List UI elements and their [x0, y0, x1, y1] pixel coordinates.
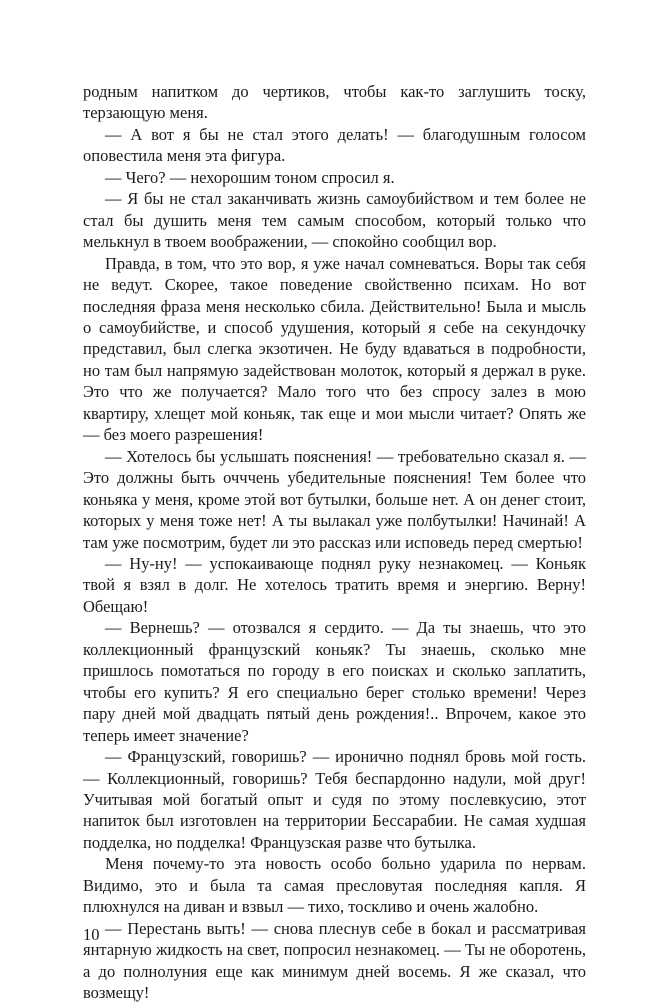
paragraph: — А вот я бы не стал этого делать! — благодушным голосом оповестила меня эта фигура.	[83, 124, 586, 166]
paragraph: — Хотелось бы услышать пояснения! — требовательно сказал я. — Это должны быть очччень убедительные пояснения! Тем более что коньяка у меня, кроме этой вот бутылки, больше нет. А он денег стоит, которых у меня тоже нет! А ты вылакал уже полбутылки! Начинай! А там уже посмотрим, будет ли это рассказ или исповедь перед смертью!	[83, 446, 586, 552]
paragraph: Правда, в том, что это вор, я уже начал сомневаться. Воры так себя не ведут. Скорее, такое поведение свойственно психам. Но вот последняя фраза меня несколько сбила. Действительно! Была и мысль о самоубийстве, и способ удушения, который я себе на секундочку представил, был слегка экзотичен. Не буду вдаваться в подробности, но там был напрямую задействован молоток, который я держал в руке. Это что же получается? Мало того что без спросу залез в мою квартиру, хлещет мой коньяк, так еще и мои мысли читает? Опять же — без моего разрешения!	[83, 253, 586, 445]
paragraph: родным напитком до чертиков, чтобы как-то заглушить тоску, терзающую меня.	[83, 82, 586, 123]
paragraph: — Я бы не стал заканчивать жизнь самоубийством и тем более не стал бы душить меня тем самым способом, который только что мелькнул в твоем воображении, — спокойно сообщил вор.	[83, 189, 586, 252]
page-number: 10	[83, 925, 100, 944]
paragraph: — Французский, говоришь? — иронично поднял бровь мой гость. — Коллекционный, говоришь? Тебя беспардонно надули, мой друг! Учитывая мой богатый опыт и судя по этому послевкусию, этот напиток был изготовлен на территории Бессарабии. Не самая худшая подделка, но подделка! Французская разве что бутылка.	[83, 747, 586, 852]
paragraph: — Вернешь? — отозвался я сердито. — Да ты знаешь, что это коллекционный французский коньяк? Ты знаешь, сколько мне пришлось помотаться по городу в его поисках и сколько заплатить, чтобы его купить? Я его специально берег столько времени! Через пару дней мой двадцать пятый день рождения!.. Впрочем, какое это теперь имеет значение?	[83, 618, 586, 745]
body-text	[83, 81, 586, 1003]
paragraph: — Перестань выть! — снова плеснув себе в бокал и рассматривая янтарную жидкость на свет, попросил незнакомец. — Ты не оборотень, а до полнолуния еще как минимум дней восемь. Я же сказал, что возмещу!	[83, 918, 586, 1003]
paragraph: — Ну-ну! — успокаивающе поднял руку незнакомец. — Коньяк твой я взял в долг. Не хотелось тратить время и энергию. Верну! Обещаю!	[83, 553, 586, 616]
paragraph: — Чего? — нехорошим тоном спросил я.	[105, 167, 395, 187]
paragraph: Меня почему-то эта новость особо больно ударила по нервам. Видимо, это и была та самая пресловутая последняя капля. Я плюхнулся на диван и взвыл — тихо, тоскливо и очень жалобно.	[83, 854, 586, 917]
